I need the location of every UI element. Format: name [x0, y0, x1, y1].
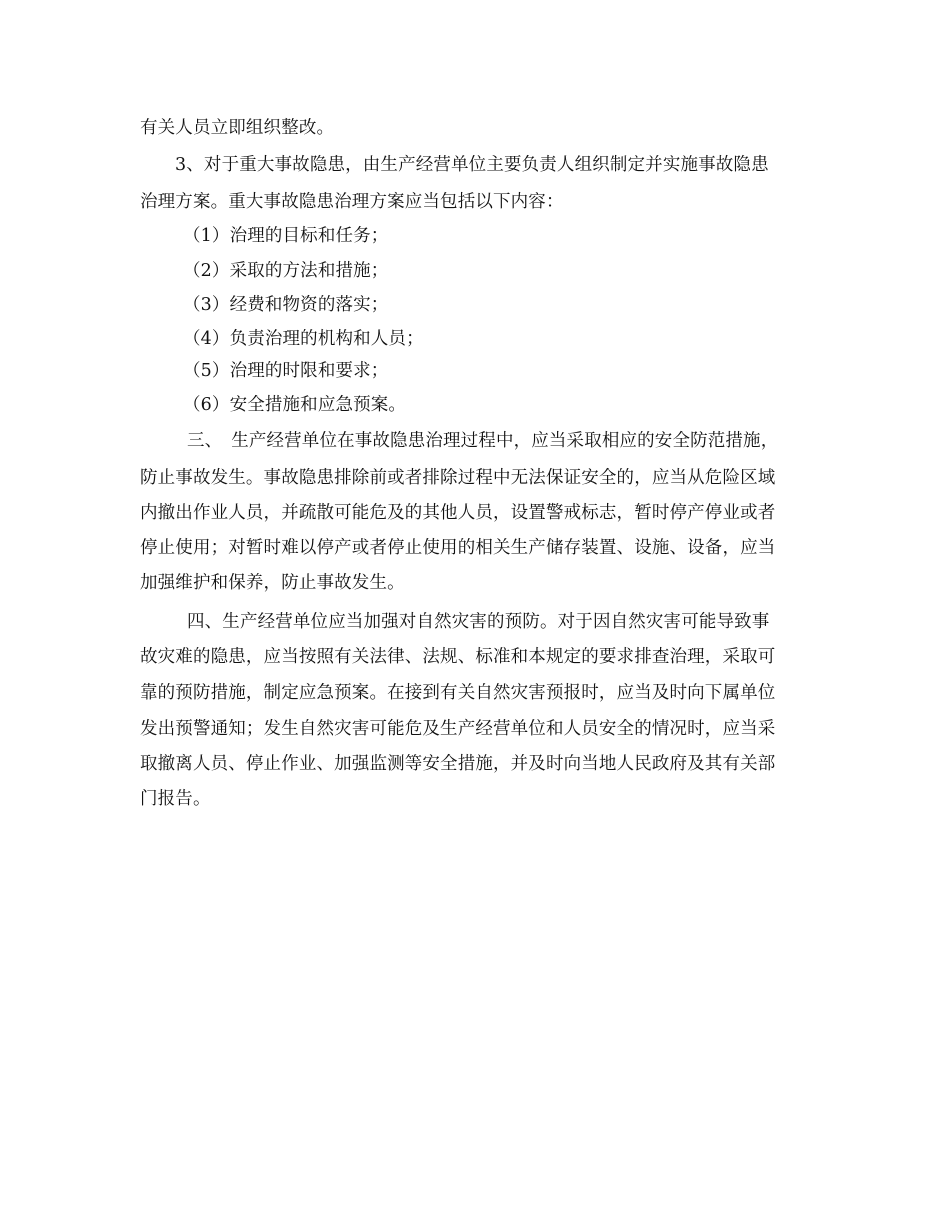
text-line: 门报告。 — [140, 789, 211, 809]
text-line: 停止使用；对暂时难以停产或者停止使用的相关生产储存装置、设施、设备，应当 — [140, 538, 776, 558]
list-item: （6）安全措施和应急预案。 — [183, 395, 407, 415]
text-line: 靠的预防措施，制定应急预案。在接到有关自然灾害预报时，应当及时向下属单位 — [140, 683, 776, 703]
text-line: 3、对于重大事故隐患，由生产经营单位主要负责人组织制定并实施事故隐患 — [175, 155, 769, 175]
list-item: （5）治理的时限和要求； — [183, 361, 389, 381]
list-item: （1）治理的目标和任务； — [183, 226, 389, 246]
text-line: 故灾难的隐患，应当按照有关法律、法规、标准和本规定的要求排查治理，采取可 — [140, 647, 776, 667]
text-line: 三、 生产经营单位在事故隐患治理过程中，应当采取相应的安全防范措施， — [187, 431, 779, 451]
text-line: 有关人员立即组织整改。 — [140, 118, 335, 138]
text-line: 发出预警通知；发生自然灾害可能危及生产经营单位和人员安全的情况时，应当采 — [140, 719, 776, 739]
list-item: （4）负责治理的机构和人员； — [183, 329, 424, 349]
list-item: （2）采取的方法和措施； — [183, 261, 389, 281]
list-item: （3）经费和物资的落实； — [183, 295, 389, 315]
text-line: 内撤出作业人员，并疏散可能危及的其他人员，设置警戒标志，暂时停产停业或者 — [140, 503, 776, 523]
text-line: 加强维护和保养，防止事故发生。 — [140, 573, 405, 593]
text-line: 治理方案。重大事故隐患治理方案应当包括以下内容： — [140, 192, 564, 212]
text-line: 取撤离人员、停止作业、加强监测等安全措施，并及时向当地人民政府及其有关部 — [140, 754, 776, 774]
text-line: 四、生产经营单位应当加强对自然灾害的预防。对于因自然灾害可能导致事 — [187, 612, 770, 632]
text-line: 防止事故发生。事故隐患排除前或者排除过程中无法保证安全的，应当从危险区域 — [140, 468, 776, 488]
